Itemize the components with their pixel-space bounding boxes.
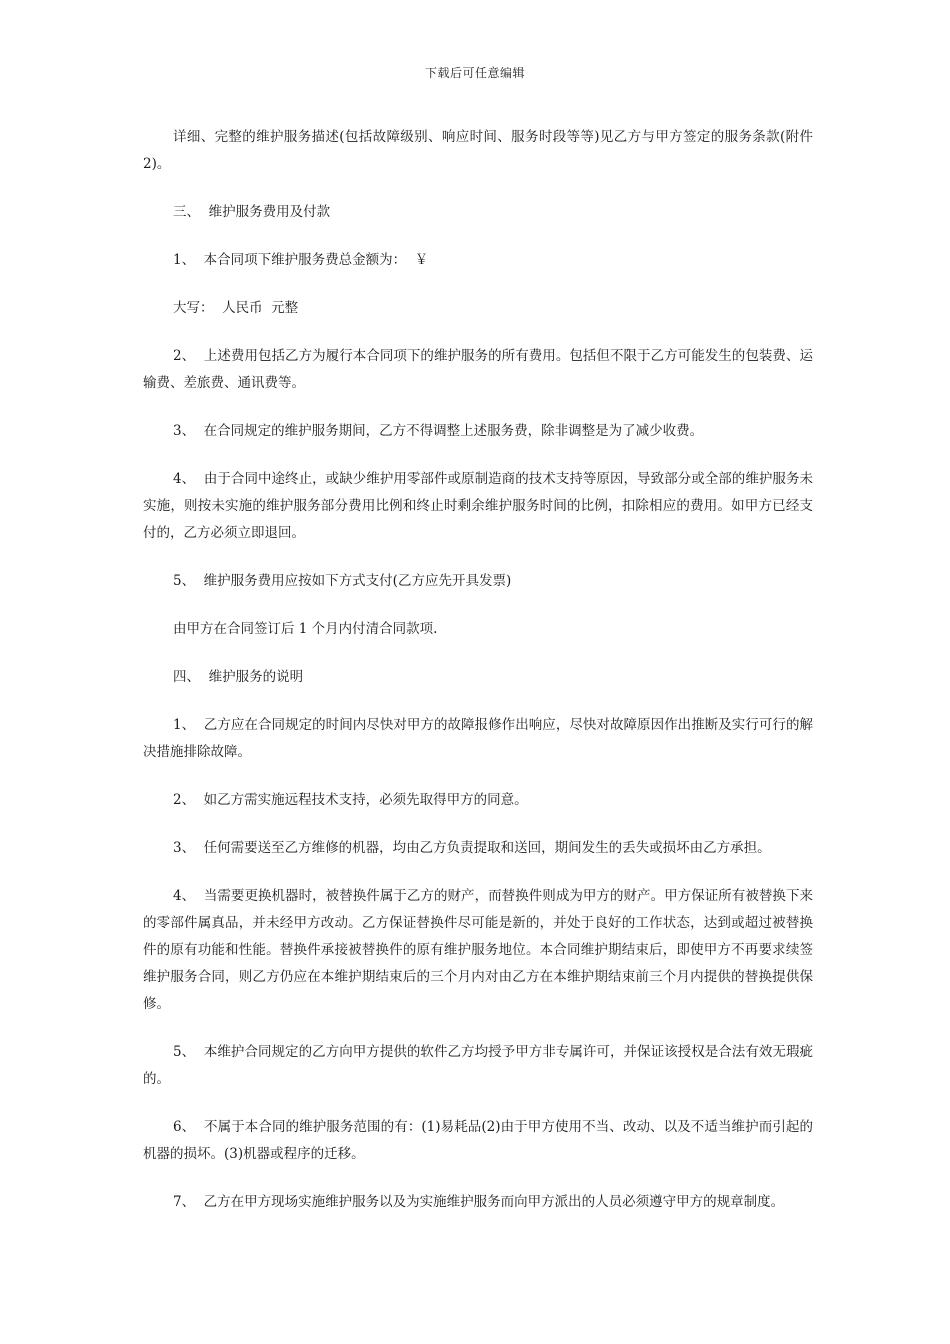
paragraph-exclusions: 6、 不属于本合同的维护服务范围的有：(1)易耗品(2)由于甲方使用不当、改动、以及不适当维护而引起的机器的损坏。(3)机器或程序的迁移。 bbox=[143, 1119, 813, 1162]
document-body bbox=[143, 124, 818, 1237]
paragraph-service-description: 详细、完整的维护服务描述(包括故障级别、响应时间、服务时段等等)见乙方与甲方签定的服务条款(附件 2)。 bbox=[143, 129, 818, 172]
paragraph-onsite-rules: 7、 乙方在甲方现场实施维护服务以及为实施维护服务而向甲方派出的人员必须遵守甲方的规章制度。 bbox=[173, 1194, 785, 1210]
paragraph-software-license: 5、 本维护合同规定的乙方向甲方提供的软件乙方均授予甲方非专属许可，并保证该授权是合法有效无瑕疵的。 bbox=[143, 1044, 813, 1087]
paragraph-part-replacement: 4、 当需要更换机器时，被替换件属于乙方的财产，而替换件则成为甲方的财产。甲方保证所有被替换下来的零部件属真品，并未经甲方改动。乙方保证替换件尽可能是新的，并处于良好的工作状态，达到或超过被替换件的原有功能和性能。替换件承接被替换件的原有维护服务地位。本合同维护期结束后，即使甲方不再要求续签维护服务合同，则乙方仍应在本维护期结束后的三个月内对由乙方在本维护期结束前三个月内提供的替换提供保修。 bbox=[143, 888, 813, 1012]
paragraph-fee-in-words: 大写： 人民币 元整 bbox=[173, 300, 299, 316]
paragraph-fee-adjustment: 3、 在合同规定的维护服务期间，乙方不得调整上述服务费，除非调整是为了减少收费。 bbox=[173, 423, 704, 439]
section-heading-service-notes: 四、 维护服务的说明 bbox=[173, 669, 304, 685]
paragraph-response: 1、 乙方应在合同规定的时间内尽快对甲方的故障报修作出响应，尽快对故障原因作出推断及实行可行的解决措施排除故障。 bbox=[143, 717, 813, 760]
paragraph-fee-coverage: 2、 上述费用包括乙方为履行本合同项下的维护服务的所有费用。包括但不限于乙方可能发生的包装费、运输费、差旅费、通讯费等。 bbox=[143, 348, 813, 391]
paragraph-payment-method: 5、 维护服务费用应按如下方式支付(乙方应先开具发票) bbox=[173, 573, 512, 589]
paragraph-payment-schedule: 由甲方在合同签订后 1 个月内付清合同款项. bbox=[173, 621, 438, 637]
section-heading-fees: 三、 维护服务费用及付款 bbox=[173, 204, 331, 220]
paragraph-fee-total: 1、 本合同项下维护服务费总金额为： ￥ bbox=[173, 252, 429, 268]
page-header: 下载后可任意编辑 bbox=[424, 66, 525, 80]
paragraph-machine-transport: 3、 任何需要送至乙方维修的机器，均由乙方负责提取和送回，期间发生的丢失或损坏由乙方承担。 bbox=[173, 840, 771, 856]
paragraph-fee-termination: 4、 由于合同中途终止，或缺少维护用零部件或原制造商的技术支持等原因，导致部分或全部的维护服务未实施，则按未实施的维护服务部分费用比例和终止时剩余维护服务时间的比例，扣除相应的费用。如甲方已经支付的，乙方必须立即退回。 bbox=[143, 471, 813, 541]
paragraph-remote-support: 2、 如乙方需实施远程技术支持，必须先取得甲方的同意。 bbox=[173, 792, 528, 808]
